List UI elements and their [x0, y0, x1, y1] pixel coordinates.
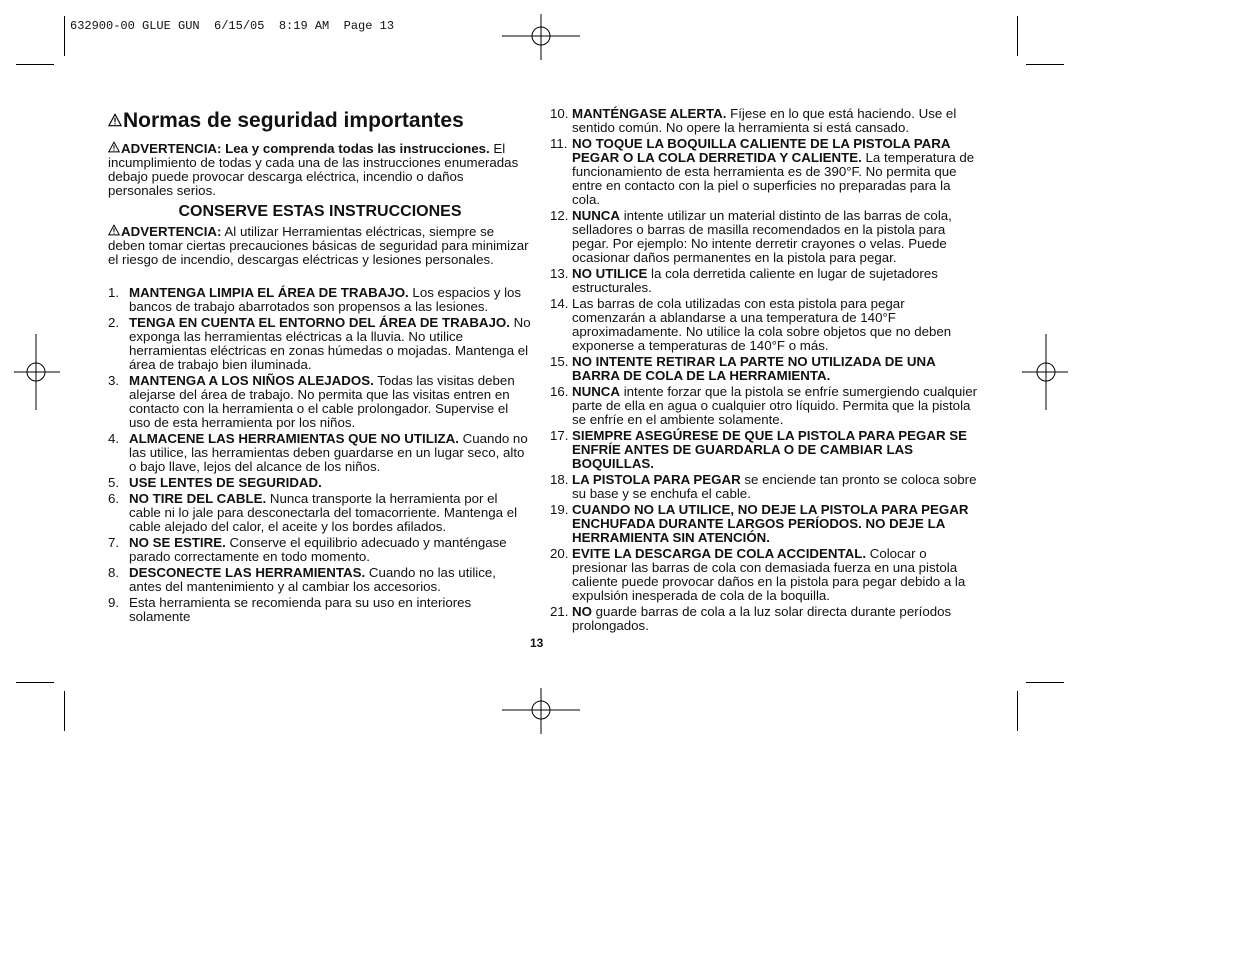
list-item [108, 536, 532, 564]
item-number: 1. [108, 285, 120, 300]
item-text: Cuando no las utilice, antes del mantenimiento y al cambiar los accesorios. [129, 565, 496, 594]
crop-mark [16, 64, 54, 65]
item-heading: MANTÉNGASE ALERTA. [572, 106, 727, 121]
item-number: 18. [550, 472, 569, 487]
list-item [550, 473, 978, 501]
list-item [550, 107, 978, 135]
item-number: 14. [550, 296, 569, 311]
list-item [550, 429, 978, 471]
item-number: 7. [108, 535, 120, 550]
item-number: 4. [108, 431, 120, 446]
item-heading: LA PISTOLA PARA PEGAR [572, 472, 741, 487]
list-item [108, 492, 532, 534]
list-item [550, 297, 978, 353]
item-text: guarde barras de cola a la luz solar directa durante períodos prolongados. [572, 604, 952, 633]
registration-mark [502, 688, 580, 734]
item-text: La temperatura de funcionamiento de esta herramienta es de 390°F. No permita que entre en contacto con la piel o superficies no preparadas para la cola. [572, 150, 975, 207]
item-heading: EVITE LA DESCARGA DE COLA ACCIDENTAL. [572, 546, 867, 561]
left-column [108, 107, 532, 626]
list-item [108, 374, 532, 430]
list-item [550, 137, 978, 207]
item-number: 15. [550, 354, 569, 369]
item-number: 20. [550, 546, 569, 561]
list-item [108, 566, 532, 594]
item-heading: NO SE ESTIRE. [129, 535, 226, 550]
list-item [108, 286, 532, 314]
item-heading: DESCONECTE LAS HERRAMIENTAS. [129, 565, 366, 580]
list-item [550, 503, 978, 545]
general-warning [108, 224, 532, 267]
list-item [108, 316, 532, 372]
item-text: Fíjese en lo que está haciendo. Use el sentido común. No opere la herramienta si está cansado. [572, 106, 957, 135]
item-text: Esta herramienta se recomienda para su uso en interiores solamente [129, 595, 472, 624]
crop-mark [64, 691, 65, 731]
item-heading: MANTENGA A LOS NIÑOS ALEJADOS. [129, 373, 374, 388]
item-text: Colocar o presionar las barras de cola con demasiada fuerza en una pistola caliente puede provocar daños en la pistola para pegar debido a la expulsión inesperada de cola de la boquilla. [572, 546, 966, 603]
item-heading: NUNCA [572, 384, 621, 399]
item-text: intente utilizar un material distinto de las barras de cola, selladores o barras de masilla recomendados en la pistola para pegar. Por ejemplo: No intente derretir crayones o velas. Puede ocasionar daños permanentes en la pistola para pegar. [572, 208, 952, 265]
item-number: 3. [108, 373, 120, 388]
intro-warning [108, 141, 532, 198]
list-item [550, 385, 978, 427]
registration-mark [1022, 334, 1068, 410]
item-heading: SIEMPRE ASEGÚRESE DE QUE LA PISTOLA PARA PEGAR SE ENFRÍE ANTES DE GUARDARLA O DE CAMBIAR LAS BOQUILLAS. [572, 428, 968, 471]
crop-mark [1026, 682, 1064, 683]
item-number: 8. [108, 565, 120, 580]
list-item [550, 355, 978, 383]
item-number: 16. [550, 384, 569, 399]
list-item [108, 432, 532, 474]
warning-triangle-icon [108, 113, 122, 127]
item-number: 13. [550, 266, 569, 281]
item-heading: NUNCA [572, 208, 621, 223]
item-number: 17. [550, 428, 569, 443]
item-text: Nunca transporte la herramienta por el cable ni lo jale para desconectarla del tomacorriente. Mantenga el cable alejado del calor, el aceite y los bordes afilados. [129, 491, 518, 534]
list-item [108, 596, 532, 624]
item-text: la cola derretida caliente en lugar de sujetadores estructurales. [572, 266, 938, 295]
item-text: Cuando no las utilice, las herramientas deben guardarse en un lugar seco, alto o bajo llave, lejos del alcance de los niños. [129, 431, 528, 474]
item-heading: NO [572, 604, 592, 619]
item-heading: NO INTENTE RETIRAR LA PARTE NO UTILIZADA DE UNA BARRA DE COLA DE LA HERRAMIENTA. [572, 354, 936, 383]
print-header: 632900-00 GLUE GUN 6/15/05 8:19 AM Page 13 [70, 19, 395, 33]
warning-triangle-icon [108, 224, 120, 236]
item-heading: NO TOQUE LA BOQUILLA CALIENTE DE LA PISTOLA PARA PEGAR O LA COLA DERRETIDA Y CALIENTE. [572, 136, 950, 165]
intro-warning-text: El incumplimiento de todas y cada una de las instrucciones enumeradas debajo puede provocar descarga eléctrica, incendio o daños personales serios. [108, 141, 519, 198]
registration-mark [502, 14, 580, 60]
list-item [550, 209, 978, 265]
item-heading: NO UTILICE [572, 266, 648, 281]
item-number: 2. [108, 315, 120, 330]
item-text: se enciende tan pronto se coloca sobre su base y se enchufa el cable. [572, 472, 977, 501]
item-heading: CUANDO NO LA UTILICE, NO DEJE LA PISTOLA PARA PEGAR ENCHUFADA DURANTE LARGOS PERÍODOS. NO DEJE LA HERRAMIENTA SIN ATENCIÓN. [572, 502, 969, 545]
item-number: 11. [550, 136, 568, 151]
warning-triangle-icon [108, 141, 120, 153]
item-text: Los espacios y los bancos de trabajo abarrotados son propensos a las lesiones. [129, 285, 522, 314]
safety-list-left [108, 286, 532, 624]
item-number: 10. [550, 106, 569, 121]
item-text: Las barras de cola utilizadas con esta pistola para pegar comenzarán a ablandarse a una temperatura de 140°F aproximadamente. No utilice la cola sobre objetos que no deben exponerse a temperaturas de 140°F o más. [572, 296, 952, 353]
list-item [550, 267, 978, 295]
right-column [550, 107, 978, 635]
list-item [550, 605, 978, 633]
registration-mark [14, 334, 60, 410]
item-number: 19. [550, 502, 569, 517]
item-heading: NO TIRE DEL CABLE. [129, 491, 267, 506]
item-text: Conserve el equilibrio adecuado y manténgase parado correctamente en todo momento. [129, 535, 507, 564]
crop-mark [1017, 691, 1018, 731]
item-text: No exponga las herramientas eléctricas a la lluvia. No utilice herramientas eléctricas en zonas húmedas o mojadas. Mantenga el área de trabajo bien iluminada. [129, 315, 531, 372]
item-heading: USE LENTES DE SEGURIDAD. [129, 475, 322, 490]
list-item [550, 547, 978, 603]
item-number: 5. [108, 475, 120, 490]
item-text: Todas las visitas deben alejarse del área de trabajo. No permita que las visitas entren en contacto con la herramienta o el cable prolongador. Supervise el uso de esta herramienta por los niños. [129, 373, 515, 430]
safety-list-right [550, 107, 978, 633]
item-number: 12. [550, 208, 569, 223]
item-heading: TENGA EN CUENTA EL ENTORNO DEL ÁREA DE TRABAJO. [129, 315, 510, 330]
general-warning-text: Al utilizar Herramientas eléctricas, siempre se deben tomar ciertas precauciones básicas de seguridad para minimizar el riesgo de incendio, descargas eléctricas y lesiones personales. [108, 224, 529, 267]
item-heading: MANTENGA LIMPIA EL ÁREA DE TRABAJO. [129, 285, 409, 300]
item-text: intente forzar que la pistola se enfríe sumergiendo cualquier parte de ella en agua o cualquier otro líquido. Permita que la pistola se enfríe en el ambiente solamente. [572, 384, 978, 427]
section-heading: CONSERVE ESTAS INSTRUCCIONES [178, 203, 462, 220]
item-number: 6. [108, 491, 120, 506]
crop-mark [16, 682, 54, 683]
item-heading: ALMACENE LAS HERRAMIENTAS QUE NO UTILIZA. [129, 431, 459, 446]
crop-mark [1026, 64, 1064, 65]
crop-mark [1017, 16, 1018, 56]
item-number: 9. [108, 595, 120, 610]
item-number: 21. [550, 604, 569, 619]
list-item [108, 476, 532, 490]
crop-mark [64, 16, 65, 56]
page-number: 13 [530, 636, 544, 650]
page-title-text: Normas de seguridad importantes [123, 109, 464, 132]
general-warning-label: ADVERTENCIA: [121, 224, 222, 239]
page-title [108, 108, 532, 134]
intro-warning-label: ADVERTENCIA: Lea y comprenda todas las instrucciones. [121, 141, 490, 156]
